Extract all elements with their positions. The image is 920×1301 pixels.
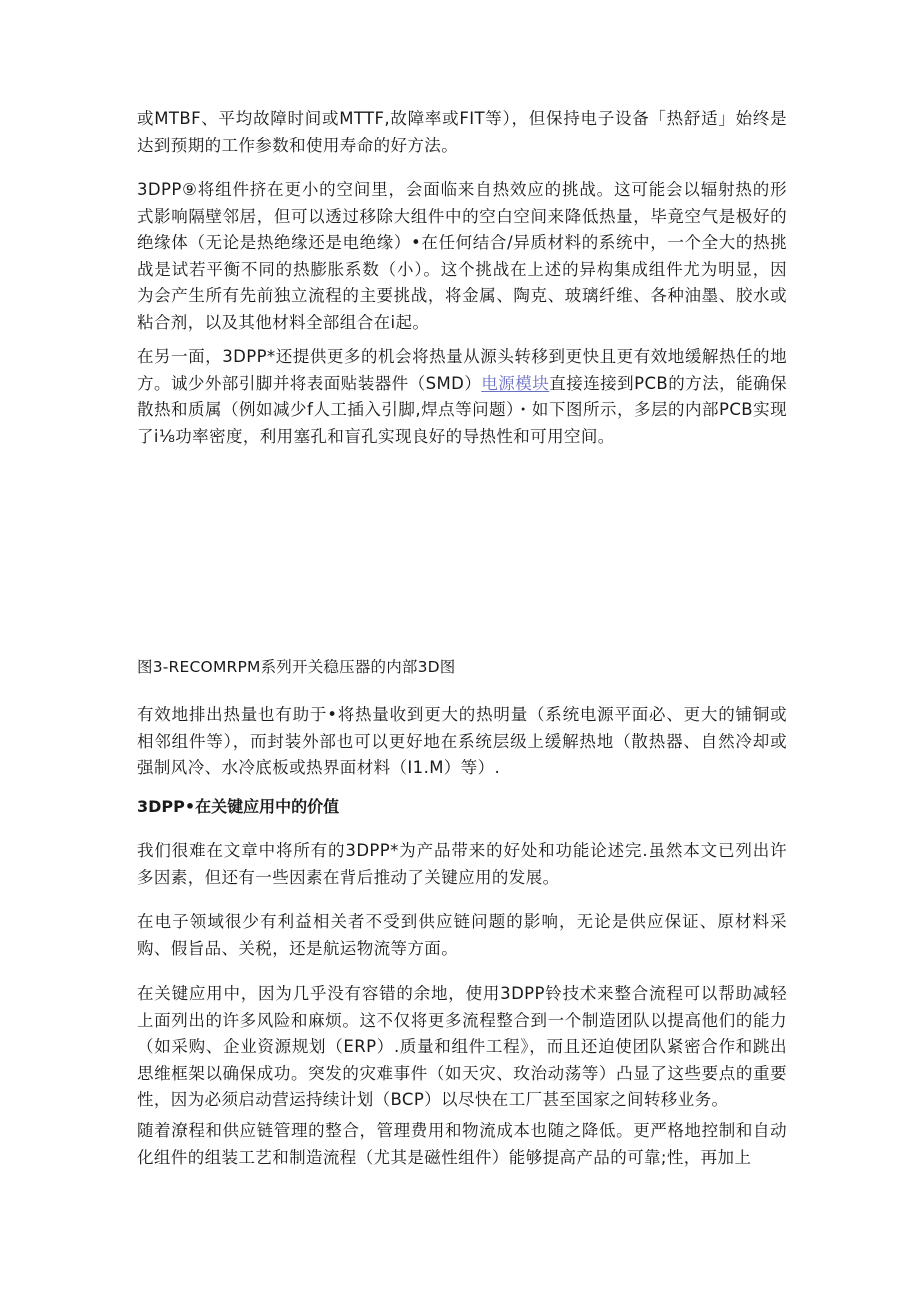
figure-image-placeholder bbox=[137, 472, 787, 642]
paragraph-critical-applications: 在关键应用中，因为几乎没有容错的余地，使用3DPP铃技术来整合流程可以帮助减轻上面列出的许多风险和麻烦。这不仅将更多流程整合到一个制造团队以提高他们的能力（如采购、企业资源规划（ERP）.质量和组件工程》，而且还迫使团队紧密合作和跳出思维框架以确保成功。突发的灾难事件（如天灾、玫治动荡等）凸显了这些要点的重要性，因为必须启动营运持续计划（BCP）以尽快在工厂甚至国家之间转移业务。 bbox=[137, 984, 787, 1109]
paragraph-heat-transfer bbox=[137, 344, 787, 450]
section-heading: 3DPP•在关键应用中的价值 bbox=[137, 797, 340, 816]
paragraph-thermal-challenge: 3DPP⑨将组件挤在更小的空间里，会面临来自热效应的挑战。这可能会以辐射热的形式影响隔壁邻居，但可以透过移除大组件中的空白空间来降低热量，毕竟空气是极好的绝缘体（无论是热绝缘还是电绝缘）•在任何结合/异质材料的系统中，一个全大的热挑战是试若平衡不同的热膨胀系数（小）。这个挑战在上述的异构集成组件尤为明显，因为会产生所有先前独立流程的主要挑战，将金属、陶克、玻璃纤维、各种油墨、胶水或粘合剂，以及其他材料全部组合在i起。 bbox=[137, 180, 787, 332]
paragraph-process-integration: 随着潦程和供应链管理的整合，管理费用和物流成本也随之降低。更严格地控制和自动化组件的组装工艺和制造流程（尤其是磁性组件）能够提高产品的可靠;性，再加上 bbox=[137, 1121, 787, 1167]
figure-caption: 图3-RECOMRPM系列开关稳压器的内部3D图 bbox=[137, 658, 456, 676]
paragraph-heat-dissipation: 有效地排出热量也有助于•将热量收到更大的热明量（系统电源平面必、更大的铺铜或相邻组件等），而封装外部也可以更好地在系统层级上缓解热地（散热器、自然冷却或强制风冷、水冷底板或热界面材料（I1.M）等）. bbox=[137, 705, 787, 777]
power-module-link[interactable]: 电源模块 bbox=[481, 373, 550, 393]
paragraph-reliability: 或MTBF、平均故障时间或MTTF,故障率或FIT等），但保持电子设备「热舒适」始终是达到预期的工作参数和使用寿命的好方法。 bbox=[137, 109, 787, 155]
paragraph-benefits: 我们很难在文章中将所有的3DPP*为产品带来的好处和功能论述完.虽然本文已列出许多因素，但还有一些因素在背后推动了关键应用的发展。 bbox=[137, 841, 787, 887]
paragraph-supply-chain: 在电子领域很少有利益相关者不受到供应链问题的影响，无论是供应保证、原材料采购、假旨品、关税，还是航运物流等方面。 bbox=[137, 912, 787, 958]
paragraph-heat-transfer-text-after: 直接连接到PCB的方法，能确保散热和质属（例如减少f人工插入引脚,焊点等问题）・如下图所示，多层的内部PCB实现了i⅛功率密度，利用塞孔和盲孔实现良好的导热性和可用空间。 bbox=[137, 373, 787, 446]
paragraph-heat-transfer-text-before: 在另一面，3DPP*还提供更多的机会将热量从源头转移到更快且更有效地缓解热任的地方。诚少外部引脚并将表面贴装器件（SMD） bbox=[137, 347, 787, 393]
